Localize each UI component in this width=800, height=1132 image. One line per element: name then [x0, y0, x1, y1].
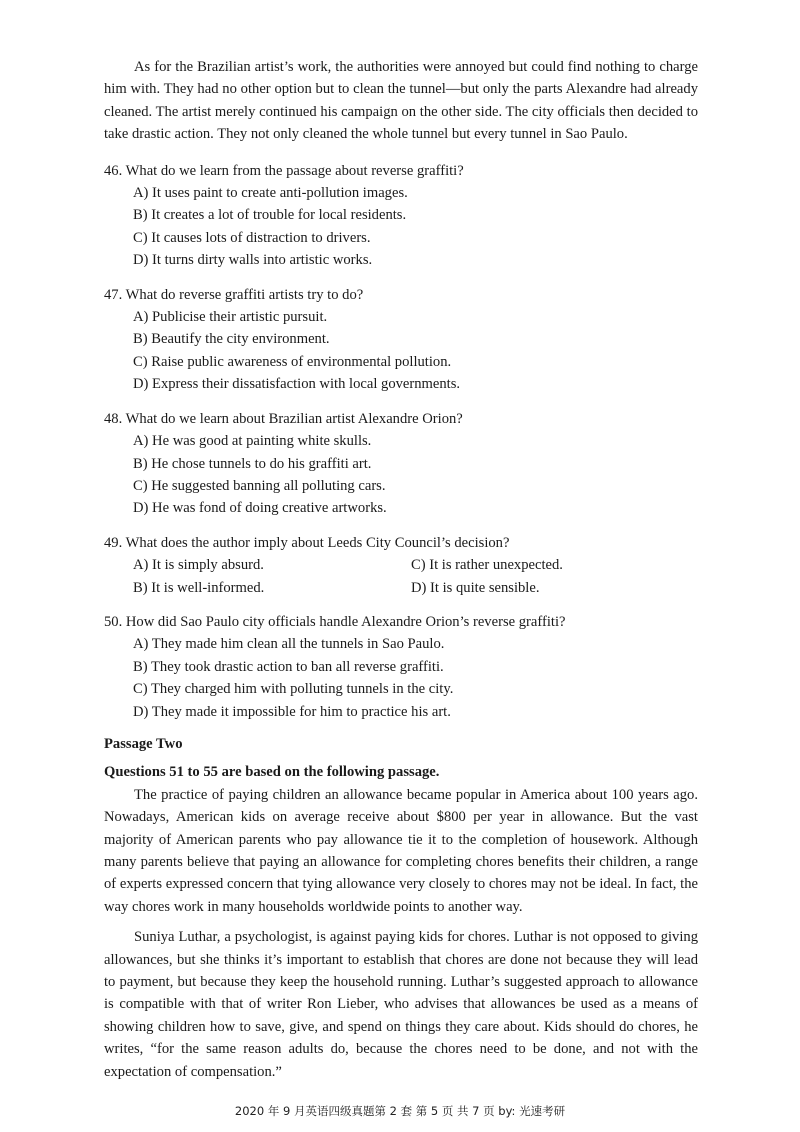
page-footer: 2020 年 9 月英语四级真题第 2 套 第 5 页 共 7 页 by: 光速考研 — [234, 1104, 566, 1118]
options-two-column — [133, 554, 698, 599]
question-stem: 48. What do we learn about Brazilian artist Alexandre Orion? — [104, 410, 463, 427]
question-stem: 47. What do reverse graffiti artists try to do? — [104, 286, 364, 303]
option-d: D) He was fond of doing creative artworks. — [133, 500, 387, 517]
passage-two-paragraph-1: The practice of paying children an allowance became popular in America about 100 years ago. Nowadays, American kids on average receive about $800 per year in allowance. But the vast majority of American parents who pay allowance tie it to the completion of housework. Although many parents believe that paying an allowance for completing chores benefits their children, a range of experts expressed concern that tying allowance very closely to chores may not be ideal. In fact, the way chores work in many households worldwide points to another way. — [104, 786, 698, 915]
question-48 — [104, 408, 698, 520]
option-a: A) He was good at painting white skulls. — [133, 433, 372, 450]
option-b: B) He chose tunnels to do his graffiti art. — [133, 455, 372, 472]
option-a: A) Publicise their artistic pursuit. — [133, 309, 328, 326]
question-stem: 50. How did Sao Paulo city officials handle Alexandre Orion’s reverse graffiti? — [104, 613, 566, 630]
option-c: C) He suggested banning all polluting cars. — [133, 477, 386, 494]
question-47 — [104, 284, 698, 396]
option-d: D) It turns dirty walls into artistic works. — [133, 252, 373, 269]
passage-one-closing-paragraph: As for the Brazilian artist’s work, the authorities were annoyed but could find nothing to charge him with. They had no other option but to clean the tunnel—but only the parts Alexandre had already cleaned. The artist merely continued his campaign on the other side. The city officials then decided to take drastic action. They not only cleaned the whole tunnel but every tunnel in Sao Paulo. — [104, 59, 698, 143]
passage-two-heading: Passage Two — [104, 735, 183, 752]
option-c: C) It is rather unexpected. — [411, 557, 563, 574]
option-d: D) It is quite sensible. — [411, 579, 540, 596]
option-b: B) Beautify the city environment. — [133, 331, 330, 348]
passage-two-paragraph-2: Suniya Luthar, a psychologist, is against paying kids for chores. Luthar is not opposed to giving allowances, but she thinks it’s important to establish that chores are done not because they will lead to payment, but because they keep the household running. Luthar’s suggested approach to allowance is compatible with that of writer Ron Lieber, who advises that allowances be used as a means of showing children how to save, give, and spend on things they care about. Kids should do chores, he writes, “for the same reason adults do, because the chores need to be done, and not with the expectation of compensation.” — [104, 929, 698, 1080]
question-stem: 49. What does the author imply about Leeds City Council’s decision? — [104, 534, 510, 551]
option-d: D) They made it impossible for him to practice his art. — [133, 703, 451, 720]
option-a: A) It uses paint to create anti-pollution images. — [133, 185, 408, 202]
option-d: D) Express their dissatisfaction with local governments. — [133, 376, 461, 393]
option-b: B) It creates a lot of trouble for local residents. — [133, 207, 407, 224]
option-b: B) It is well-informed. — [133, 579, 265, 596]
option-b: B) They took drastic action to ban all reverse graffiti. — [133, 658, 444, 675]
question-46 — [104, 160, 698, 272]
option-c: C) It causes lots of distraction to drivers. — [133, 229, 371, 246]
option-a: A) They made him clean all the tunnels in Sao Paulo. — [133, 636, 445, 653]
option-c: C) Raise public awareness of environmental pollution. — [133, 353, 452, 370]
page-content — [104, 56, 698, 1083]
option-a: A) It is simply absurd. — [133, 557, 264, 574]
question-49 — [104, 532, 698, 599]
passage-two-instructions: Questions 51 to 55 are based on the following passage. — [104, 764, 440, 781]
question-50 — [104, 611, 698, 723]
option-c: C) They charged him with polluting tunnels in the city. — [133, 681, 454, 698]
question-stem: 46. What do we learn from the passage about reverse graffiti? — [104, 162, 464, 179]
